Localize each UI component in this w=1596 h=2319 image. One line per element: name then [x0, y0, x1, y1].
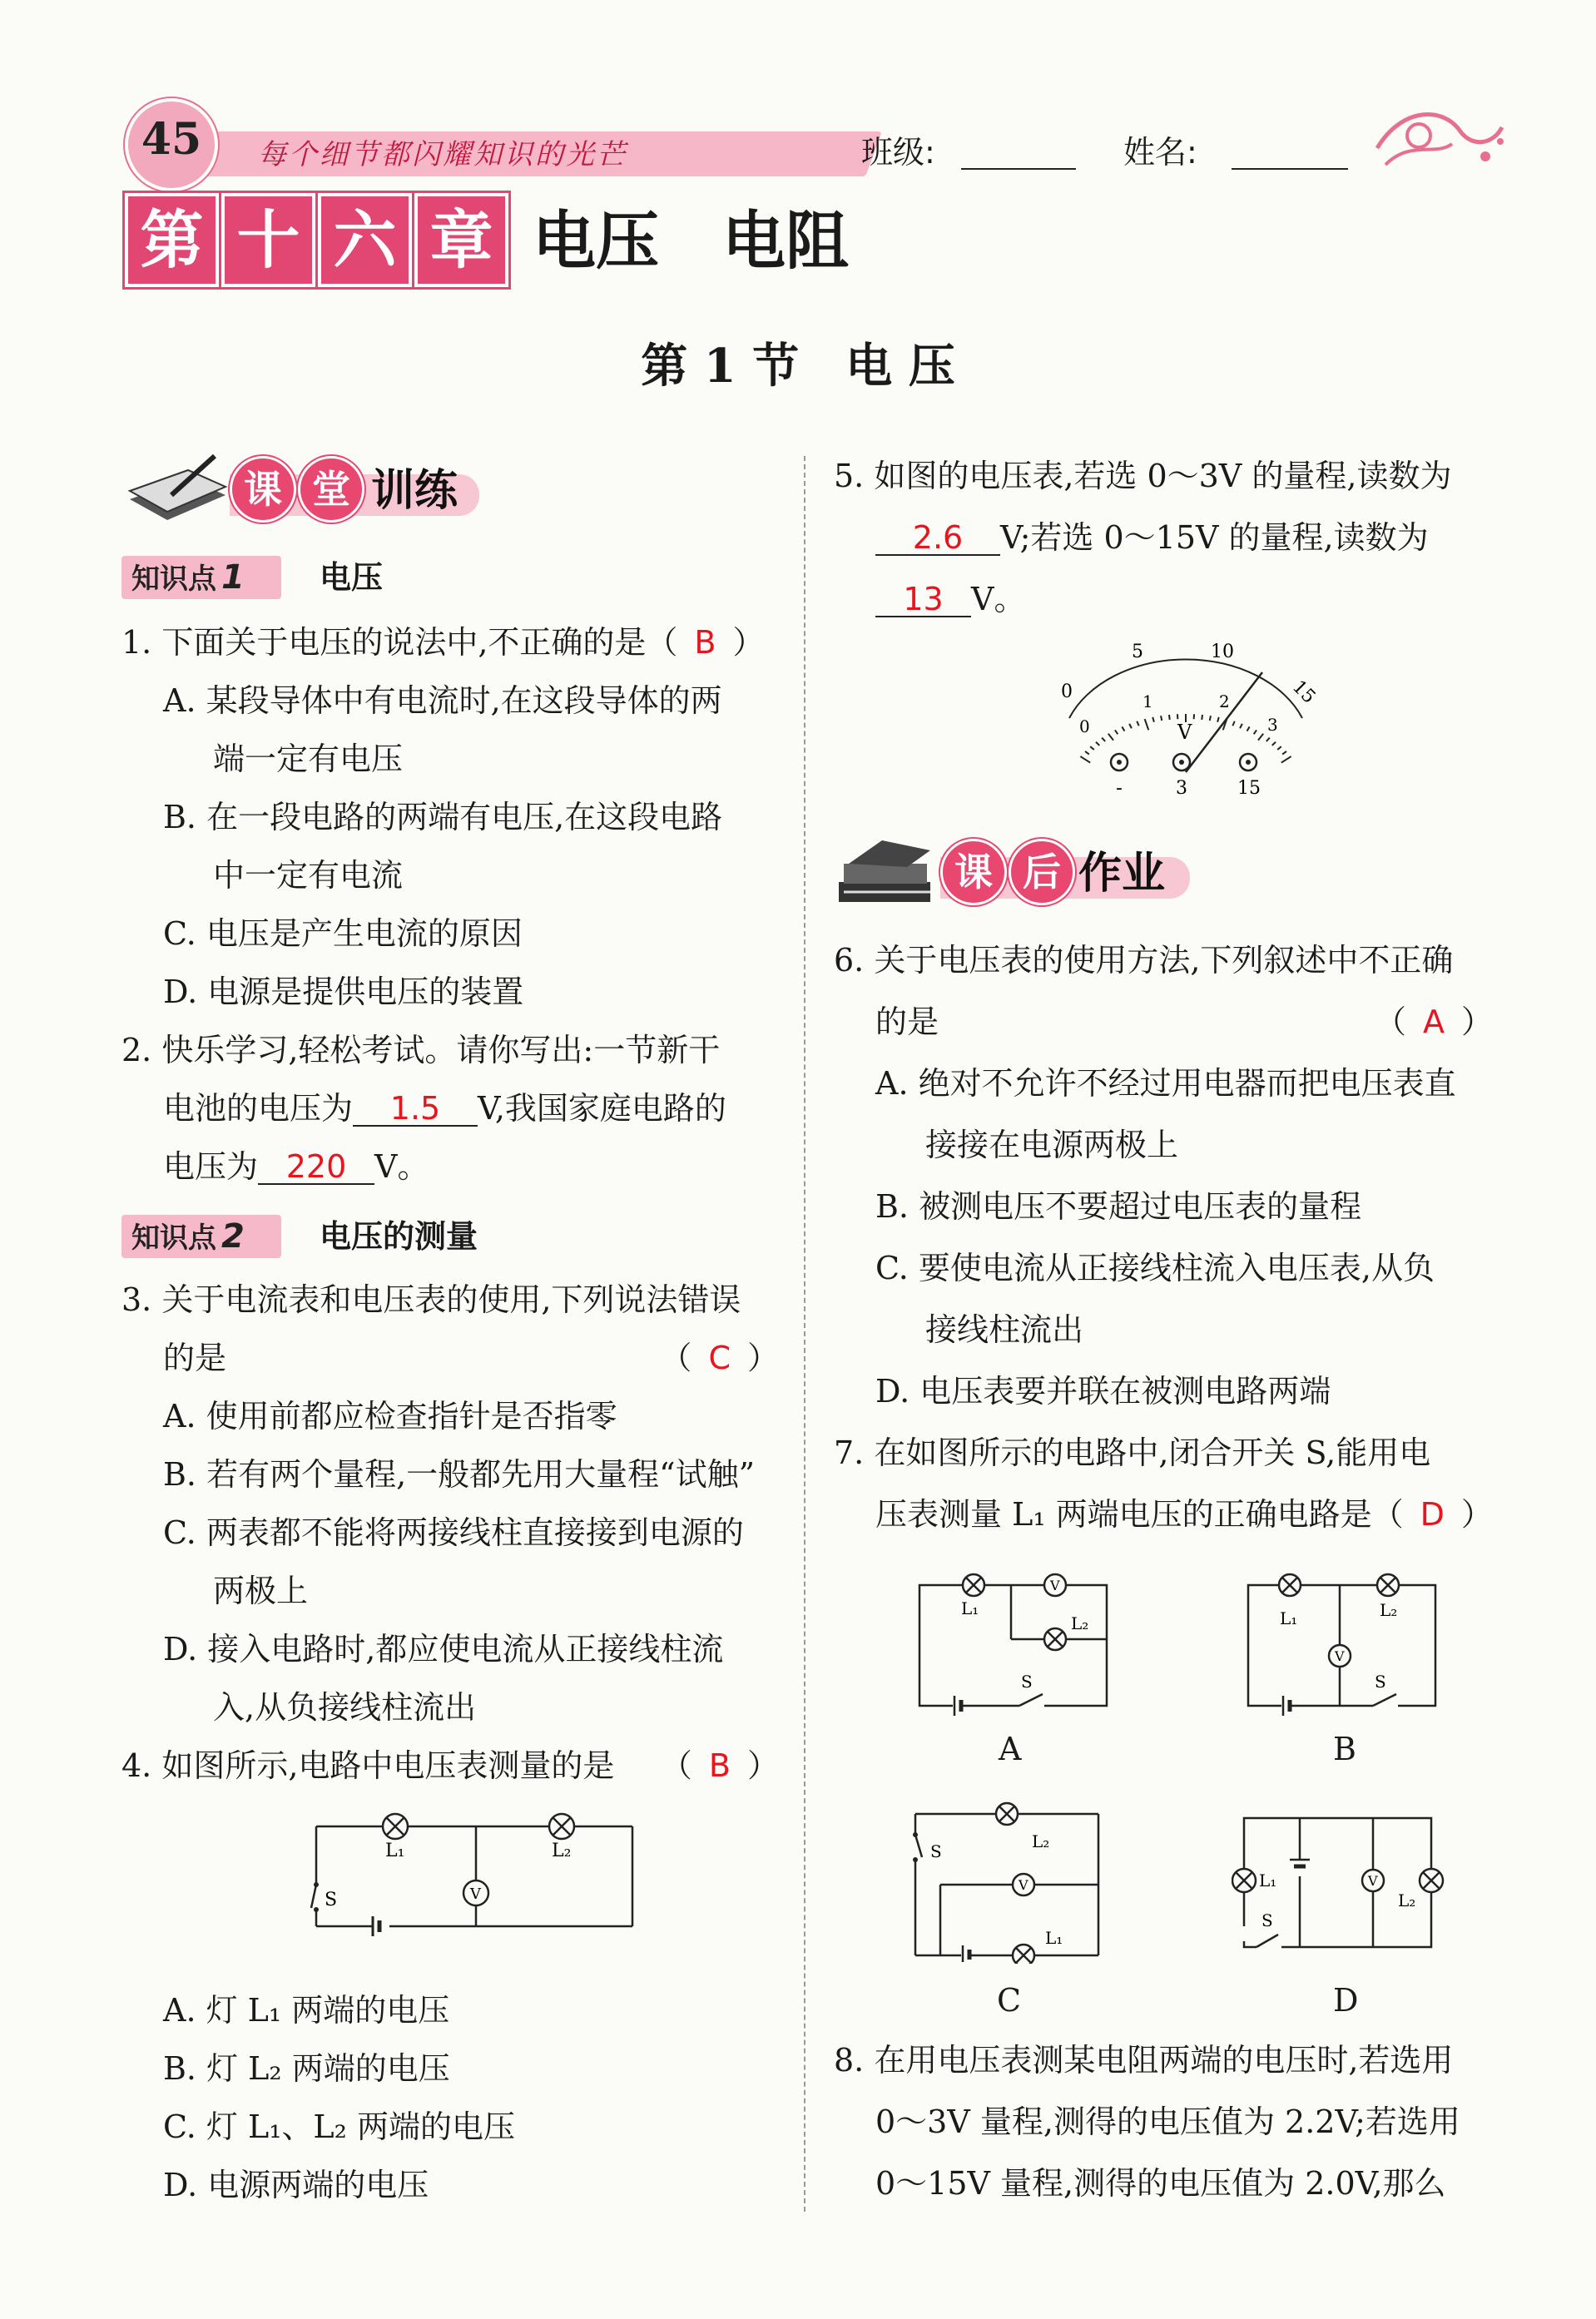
q4-fig-l2: L₂ — [552, 1841, 572, 1861]
q4-fig-l1: L₁ — [385, 1841, 405, 1861]
q3-option-d-line2: 入,从负接线柱流出 — [213, 1689, 477, 1726]
q1-option-b-line1: B. 在一段电路的两端有电压,在这段电路 — [163, 799, 723, 835]
q7-label-b: B — [1333, 1731, 1356, 1767]
q3-option-d-line1: D. 接入电路时,都应使电流从正接线柱流 — [163, 1631, 724, 1667]
q3-option-c-line1: C. 两表都不能将两接线柱直接接到电源的 — [163, 1514, 744, 1551]
q5-line3: 13 V。 — [875, 579, 1025, 619]
flourish-ornament — [1369, 98, 1510, 181]
q7-stem-line2: 压表测量 L₁ 两端电压的正确电路是（ D ） — [875, 1496, 1493, 1533]
page-number: 45 — [141, 114, 202, 165]
svg-text:L₂: L₂ — [1032, 1831, 1050, 1851]
q6-option-a-line1: A. 绝对不允许不经过用电器而把电压表直 — [875, 1065, 1456, 1102]
q3-option-c-line2: 两极上 — [213, 1573, 309, 1609]
chapter-title: 电压 电阻 — [533, 204, 849, 278]
q1-answer: B — [694, 624, 716, 661]
svg-text:L₁: L₁ — [961, 1598, 979, 1618]
meter-lower-0: 0 — [1079, 716, 1090, 736]
meter-tick — [1145, 719, 1149, 730]
meter-tick — [1090, 746, 1094, 750]
q3-stem: 3. 关于电流表和电压表的使用,下列说法错误 — [121, 1281, 741, 1318]
meter-lower-3: 3 — [1267, 715, 1278, 735]
q3-answer: C — [708, 1340, 731, 1376]
q2-line2: 电池的电压为 1.5 V,我国家庭电路的 — [163, 1090, 726, 1127]
q7-label-c: C — [997, 1982, 1022, 2019]
q2-line1: 2. 快乐学习,轻松考试。请你写出:一节新干 — [121, 1032, 721, 1068]
slogan-text: 每个细节都闪耀知识的光芒 — [258, 138, 627, 171]
q3-option-a: A. 使用前都应检查指针是否指零 — [163, 1398, 617, 1435]
svg-text:S: S — [1021, 1672, 1033, 1692]
meter-lower-2: 2 — [1219, 691, 1230, 711]
page-header — [125, 98, 1498, 181]
meter-tick — [1152, 717, 1154, 722]
voltmeter-figure — [1044, 639, 1327, 805]
q4-option-b: B. 灯 L₂ 两端的电压 — [163, 2050, 450, 2087]
chapter-char-4: 章 — [414, 193, 508, 287]
q4-option-c: C. 灯 L₁、L₂ 两端的电压 — [163, 2108, 515, 2145]
q3-option-b: B. 若有两个量程,一般都先用大量程“试触” — [163, 1456, 756, 1493]
meter-tick — [1102, 738, 1105, 741]
q5-blank-1[interactable]: 2.6 — [875, 521, 1000, 556]
meter-tick — [1210, 716, 1211, 721]
q2-blank-1[interactable]: 1.5 — [353, 1092, 478, 1127]
q4-option-d: D. 电源两端的电压 — [163, 2167, 429, 2203]
q7-answer: D — [1420, 1496, 1445, 1533]
q7-label-d: D — [1333, 1982, 1359, 2019]
q8-line1: 8. 在用电压表测某电阻两端的电压时,若选用 — [834, 2042, 1454, 2079]
meter-tick — [1272, 742, 1276, 746]
meter-tick — [1282, 751, 1286, 755]
chapter-char-2: 十 — [221, 193, 315, 287]
meter-tick — [1217, 717, 1219, 722]
terminal-3: 3 — [1176, 778, 1187, 799]
books-icon — [832, 834, 940, 909]
q8-line2: 0～3V 量程,测得的电压值为 2.2V;若选用 — [875, 2103, 1460, 2140]
class-label: 班级: — [861, 134, 935, 171]
svg-text:L₂: L₂ — [1071, 1613, 1089, 1633]
meter-tick — [1085, 751, 1089, 755]
svg-text:L₂: L₂ — [1398, 1890, 1416, 1910]
meter-tick — [1169, 715, 1170, 720]
meter-tick — [1258, 734, 1263, 741]
meter-unit: V — [1177, 721, 1192, 744]
column-divider — [804, 456, 805, 2212]
q7-circuit-c — [907, 1789, 1123, 1964]
svg-text:L₁: L₁ — [1259, 1871, 1277, 1890]
classwork-heading: 课 堂 训练 — [121, 449, 471, 524]
q3-stem-line2: 的是 （ C ） — [163, 1340, 779, 1376]
svg-text:L₂: L₂ — [1380, 1600, 1398, 1620]
meter-tick — [1240, 724, 1242, 728]
meter-tick — [1254, 730, 1256, 734]
meter-upper-10: 10 — [1211, 642, 1234, 662]
q7-circuit-a — [911, 1556, 1119, 1722]
meter-upper-15: 15 — [1288, 676, 1320, 708]
q6-stem: 6. 关于电压表的使用方法,下列叙述中不正确 — [834, 942, 1454, 979]
q7-label-a: A — [999, 1731, 1022, 1767]
notebook-pen-icon — [121, 449, 230, 524]
q6-option-a-line2: 接接在电源两极上 — [925, 1127, 1179, 1163]
meter-tick — [1161, 716, 1162, 721]
svg-text:V: V — [1019, 1877, 1028, 1893]
svg-text:S: S — [1375, 1672, 1386, 1692]
meter-tick — [1266, 738, 1270, 741]
svg-text:L₁: L₁ — [1045, 1928, 1063, 1948]
svg-text:V: V — [1050, 1578, 1060, 1593]
q4-stem: 4. 如图所示,电路中电压表测量的是 （ B ） — [121, 1747, 779, 1784]
name-label: 姓名: — [1123, 134, 1197, 171]
classwork-word: 训练 — [371, 466, 458, 516]
q4-circuit-diagram — [300, 1801, 649, 1943]
svg-text:L₁: L₁ — [1280, 1608, 1298, 1628]
q5-line1: 5. 如图的电压表,若选 0～3V 的量程,读数为 — [834, 458, 1452, 494]
meter-tick — [1281, 756, 1291, 763]
homework-heading: 课 后 作业 — [832, 832, 1198, 907]
section-title: 第 1 节 电 压 — [641, 339, 955, 394]
q6-option-d: D. 电压表要并联在被测电路两端 — [875, 1373, 1331, 1410]
q2-blank-2[interactable]: 220 — [258, 1150, 374, 1185]
q4-fig-s: S — [325, 1890, 338, 1910]
meter-tick — [1247, 726, 1250, 731]
q6-stem-line2: 的是 （ A ） — [875, 1003, 1493, 1040]
terminal-neg: - — [1116, 778, 1123, 799]
q1-option-d: D. 电源是提供电压的装置 — [163, 974, 524, 1010]
svg-text:V: V — [1335, 1648, 1345, 1664]
q4-option-a: A. 灯 L₁ 两端的电压 — [163, 1992, 450, 2029]
kp1-title: 电压 — [320, 559, 384, 596]
meter-upper-5: 5 — [1132, 642, 1143, 662]
meter-tick — [1108, 734, 1113, 741]
meter-tick — [1115, 730, 1118, 734]
meter-tick — [1277, 746, 1281, 750]
terminal-15: 15 — [1237, 778, 1261, 799]
q5-blank-2[interactable]: 13 — [875, 582, 971, 617]
q1-option-b-line2: 中一定有电流 — [213, 857, 404, 894]
q6-option-b: B. 被测电压不要超过电压表的量程 — [875, 1188, 1362, 1225]
q6-option-c-line2: 接线柱流出 — [925, 1311, 1084, 1348]
svg-text:S: S — [930, 1841, 942, 1861]
meter-tick — [1129, 724, 1132, 728]
q7-circuit-b — [1240, 1556, 1448, 1722]
q1-stem: 1. 下面关于电压的说法中,不正确的是（ B ） — [121, 624, 765, 661]
meter-tick — [1122, 726, 1124, 731]
meter-upper-0: 0 — [1061, 681, 1073, 702]
chapter-char-3: 六 — [318, 193, 412, 287]
meter-tick — [1232, 721, 1234, 726]
name-field[interactable] — [1232, 168, 1348, 170]
svg-text:S: S — [1261, 1910, 1273, 1930]
meter-lower-1: 1 — [1142, 691, 1153, 711]
q6-answer: A — [1422, 1003, 1445, 1040]
q7-circuit-d — [1232, 1801, 1448, 1968]
svg-text:V: V — [1368, 1873, 1378, 1889]
q2-line3: 电压为 220 V。 — [163, 1148, 429, 1185]
q6-option-c-line1: C. 要使电流从正接线柱流入电压表,从负 — [875, 1250, 1435, 1286]
q7-stem: 7. 在如图所示的电路中,闭合开关 S,能用电 — [834, 1435, 1431, 1471]
meter-tick — [1080, 756, 1090, 763]
q1-option-a-line2: 端一定有电压 — [213, 741, 404, 777]
q5-line2: 2.6 V;若选 0～15V 的量程,读数为 — [875, 518, 1429, 557]
homework-word: 作业 — [1078, 849, 1166, 899]
q1-option-c: C. 电压是产生电流的原因 — [163, 915, 523, 952]
kp2-title: 电压的测量 — [320, 1218, 478, 1255]
chapter-char-1: 第 — [125, 193, 219, 287]
meter-tick — [1137, 721, 1138, 726]
class-field[interactable] — [961, 168, 1076, 170]
q4-fig-v: V — [470, 1885, 481, 1903]
meter-tick — [1096, 742, 1099, 746]
q8-line3: 0～15V 量程,测得的电压值为 2.0V,那么 — [875, 2165, 1446, 2202]
q4-answer: B — [708, 1747, 731, 1784]
q1-option-a-line1: A. 某段导体中有电流时,在这段导体的两 — [163, 682, 722, 719]
